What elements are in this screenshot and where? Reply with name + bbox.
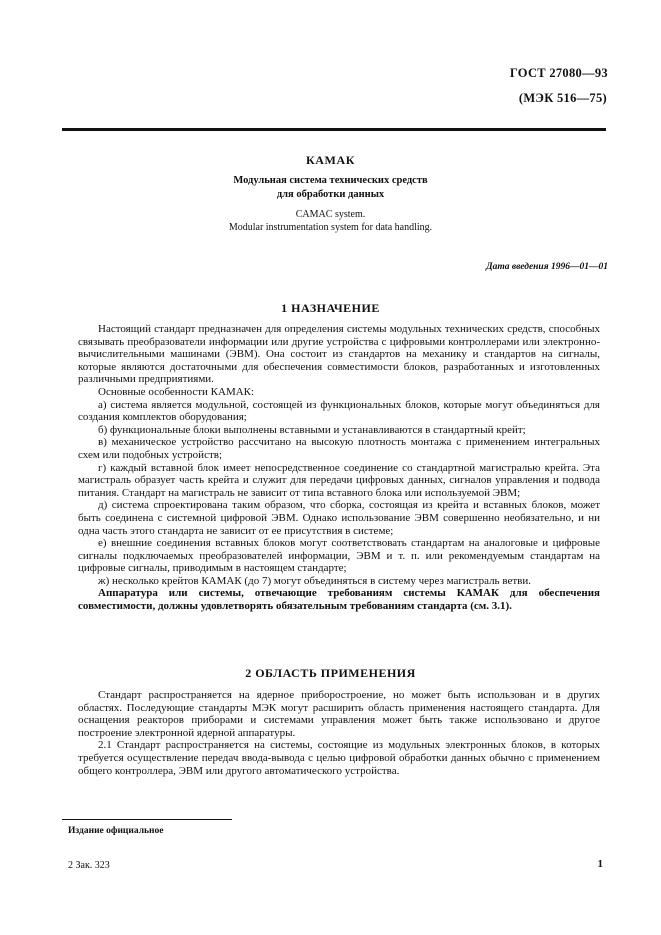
english-title-line-1: CAMAC system. bbox=[295, 209, 366, 220]
list-item: г) каждый вставной блок имеет непосредственное соединение со стандартной магистралью крейта. Эта магистраль образует часть крейта и служит для передачи цифровых данных, сигналов управления и подвода питания. Стандарт на магистраль не зависит от типа вставного блока или используемой ЭВМ; bbox=[78, 461, 600, 499]
list-item: е) внешние соединения вставных блоков могут соответствовать стандартам на аналоговые и цифровые сигналы подключаемых преобразователей информации, ЭВМ и т. п. или рекомендуемым стандартам на цифровые сигналы, приводимым в настоящем стандарте; bbox=[78, 537, 600, 575]
standard-number: ГОСТ 27080—93 bbox=[509, 66, 608, 80]
iec-reference: (МЭК 516—75) bbox=[518, 91, 607, 105]
paragraph: Основные особенности КАМАК: bbox=[98, 385, 255, 398]
section-1-heading: 1 НАЗНАЧЕНИЕ bbox=[281, 301, 380, 315]
document-title: КАМАК bbox=[305, 153, 356, 167]
subtitle-line-1: Модульная система технических средств bbox=[233, 175, 428, 186]
list-item: а) система является модульной, состоящей из функциональных блоков, которые могут объединяться для создания комплектов оборудования; bbox=[78, 398, 600, 424]
section-2-heading: 2 ОБЛАСТЬ ПРИМЕНЕНИЯ bbox=[245, 666, 416, 680]
paragraph: 2.1 Стандарт распространяется на системы, состоящие из модульных электронных блоков, в которых требуется осуществление передач ввода-вывода с целью цифровой обработки данных обычно с применением общего контроллера, ЭВМ или другого автоматического устройства. bbox=[78, 739, 600, 777]
footer-divider bbox=[62, 819, 232, 820]
compliance-note: Аппаратура или системы, отвечающие требованиям системы КАМАК для обеспечения совместимости, должны удовлетворять обязательным требованиям стандарта (см. 3.1). bbox=[78, 587, 600, 613]
paragraph: Стандарт распространяется на ядерное приборостроение, но может быть использован и в других областях. Последующие стандарты МЭК могут расширить область применения настоящего стандарта. Для оснащения реакторов приборами и системами управления может быть также использовано и другое построение электронной ядерной аппаратуры. bbox=[78, 689, 600, 739]
header-divider bbox=[62, 128, 606, 131]
list-item: б) функциональные блоки выполнены вставными и устанавливаются в стандартный крейт; bbox=[98, 423, 526, 436]
page-number: 1 bbox=[597, 858, 603, 870]
english-title-line-2: Modular instrumentation system for data handling. bbox=[228, 222, 433, 233]
order-number: 2 Зак. 323 bbox=[68, 860, 110, 871]
introduction-date: Дата введения 1996—01—01 bbox=[486, 262, 608, 272]
subtitle-line-2: для обработки данных bbox=[276, 189, 385, 200]
list-item: ж) несколько крейтов КАМАК (до 7) могут объединяться в систему через магистраль ветви. bbox=[98, 574, 531, 587]
official-edition-label: Издание официальное bbox=[68, 826, 164, 836]
list-item: в) механическое устройство рассчитано на высокую плотность монтажа с применением интегральных схем или подобных устройств; bbox=[78, 436, 600, 461]
paragraph: Настоящий стандарт предназначен для определения системы модульных технических средств, способных связывать преобразователи информации или другие устройства с цифровыми контроллерами или электронно-вычислительными машинами (ЭВМ). Она состоит из стандартов на механику и стандартов на сигналы, которые являются достаточными для обеспечения совместимости блоков, разработанных и изготовленных различными предприятиями. bbox=[78, 323, 600, 386]
section-2-body bbox=[78, 689, 600, 777]
section-1-body bbox=[78, 323, 600, 613]
list-item: д) система спроектирована таким образом, что сборка, состоящая из крейта и вставных блоков, может быть соединена с системной цифровой ЭВМ. Однако использование ЭВМ совершенно необязательно, и ни одна часть этого стандарта не зависит от ее присутствия в системе; bbox=[78, 499, 600, 537]
